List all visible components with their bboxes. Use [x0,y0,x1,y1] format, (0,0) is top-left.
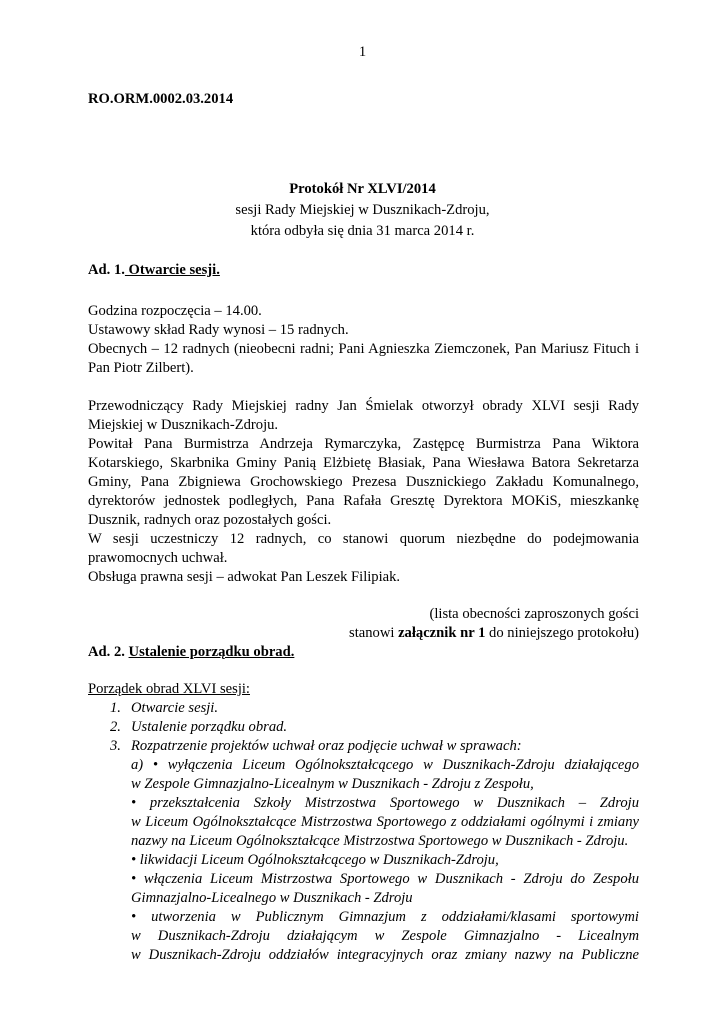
legal-service: Obsługa prawna sesji – adwokat Pan Leszek Filipiak. [88,569,401,585]
protocol-date: która odbyła się dnia 31 marca 2014 r. [250,223,475,239]
attachment-note-cont: stanowi załącznik nr 1 do niniejszego protokołu) [349,625,639,641]
greeting-line: Kotarskiego, Skarbnika Gminy Panią Elżbietę Błasiak, Pana Wiesława Batora Sekretarza [88,455,639,471]
agenda-subitem: Gimnazjalno-Licealnego w Dusznikach - Zdroju [131,890,413,906]
agenda-item-number: 2. [110,719,121,735]
document-reference: RO.ORM.0002.03.2014 [88,91,234,107]
agenda-subitem: a) • wyłączenia Liceum Ogólnokształcącego w Dusznikach-Zdroju działającego [131,757,639,773]
greeting-line: dyrektorów jednostek podległych, Pana Rafała Gresztę Dyrektora MOKiS, mieszkankę [88,493,639,509]
page-number: 1 [358,44,367,60]
greeting-line: Gminy, Pana Zbigniewa Grochowskiego Prezesa Dusznickiego Zakładu Komunalnego, [88,474,639,490]
quorum-line-cont: prawomocnych uchwał. [88,550,228,566]
statutory-composition: Ustawowy skład Rady wynosi – 15 radnych. [88,322,349,338]
opening-paragraph: Przewodniczący Rady Miejskiej radny Jan Śmielak otworzył obrady XLVI sesji Rady [88,398,639,414]
agenda-subitem: nazwy na Liceum Ogólnokształcące Mistrzostwa Sportowego w Dusznikach - Zdroju. [131,833,629,849]
agenda-subitem: w Dusznikach-Zdroju działającym w Zespole Gimnazjalno - Licealnym [131,928,639,944]
agenda-subitem: • likwidacji Liceum Ogólnokształcącego w Dusznikach-Zdroju, [131,852,499,868]
agenda-item: Rozpatrzenie projektów uchwał oraz podjęcie uchwał w sprawach: [131,738,522,754]
attendance-cont: Pan Piotr Zilbert). [88,360,194,376]
agenda-subitem: • przekształcenia Szkoły Mistrzostwa Sportowego w Dusznikach – Zdroju [131,795,639,811]
protocol-subtitle: sesji Rady Miejskiej w Dusznikach-Zdroju, [235,202,490,218]
greeting-line: Dusznik, radnych oraz pozostałych gości. [88,512,332,528]
ad1-heading: Ad. 1. Otwarcie sesji. [88,262,220,278]
agenda-heading: Porządek obrad XLVI sesji: [88,681,250,697]
agenda-subitem: • włączenia Liceum Mistrzostwa Sportowego w Dusznikach - Zdroju do Zespołu [131,871,639,887]
greeting-line: Powitał Pana Burmistrza Andrzeja Rymarczyka, Zastępcę Burmistrza Pana Wiktora [88,436,639,452]
agenda-subitem: w Liceum Ogólnokształcące Mistrzostwa Sportowego z oddziałami ogólnymi i zmiany [131,814,639,830]
opening-paragraph-cont: Miejskiej w Dusznikach-Zdroju. [88,417,279,433]
agenda-item-number: 1. [110,700,121,716]
agenda-item: Ustalenie porządku obrad. [131,719,288,735]
agenda-subitem: • utworzenia w Publicznym Gimnazjum z oddziałami/klasami sportowymi [131,909,639,925]
agenda-subitem: w Dusznikach-Zdroju oddziałów integracyjnych oraz zmiany nazwy na Publiczne [131,947,639,963]
ad2-heading: Ad. 2. Ustalenie porządku obrad. [88,644,295,660]
attendance: Obecnych – 12 radnych (nieobecni radni; Pani Agnieszka Ziemczonek, Pan Mariusz Fituch i [88,341,639,357]
attachment-note: (lista obecności zaproszonych gości [429,606,639,622]
quorum-line: W sesji uczestniczy 12 radnych, co stanowi quorum niezbędne do podejmowania [88,531,639,547]
agenda-item-number: 3. [110,738,121,754]
agenda-subitem: w Zespole Gimnazjalno-Licealnym w Dusznikach - Zdroju z Zespołu, [131,776,534,792]
protocol-title: Protokół Nr XLVI/2014 [289,181,436,197]
agenda-item: Otwarcie sesji. [131,700,219,716]
start-time: Godzina rozpoczęcia – 14.00. [88,303,262,319]
